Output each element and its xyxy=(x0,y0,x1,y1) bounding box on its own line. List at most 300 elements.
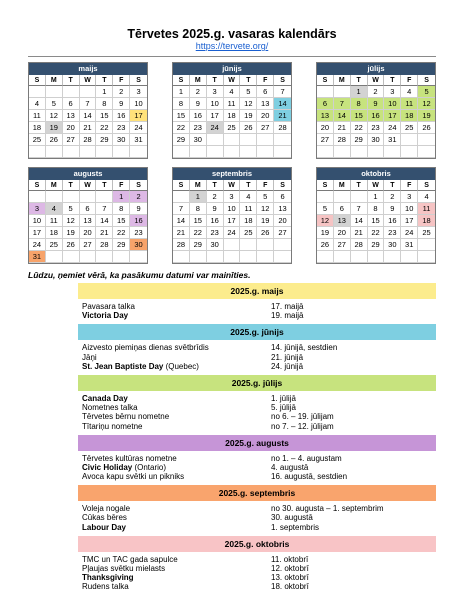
weekday-label: M xyxy=(46,75,63,86)
event-date: 17. maijā xyxy=(271,302,304,311)
calendar-day xyxy=(334,251,351,263)
calendar-day: 6 xyxy=(257,86,274,98)
calendar-day: 8 xyxy=(113,203,130,215)
event-name: TMC un TAC gada sapulce xyxy=(82,554,178,564)
weekday-label: W xyxy=(80,75,97,86)
calendar-day xyxy=(207,251,224,263)
calendar-day: 24 xyxy=(224,227,241,239)
calendar-day: 27 xyxy=(257,122,274,134)
calendar-day: 25 xyxy=(224,122,241,134)
calendar-day: 31 xyxy=(29,251,46,263)
calendar-day: 19 xyxy=(317,227,334,239)
calendar-day xyxy=(46,86,63,98)
calendar-day: 9 xyxy=(130,203,147,215)
calendar-day: 20 xyxy=(317,122,334,134)
calendar-day: 1 xyxy=(368,191,385,203)
calendar-day xyxy=(130,146,147,158)
calendar-day: 12 xyxy=(240,98,257,110)
weekday-label: F xyxy=(401,75,418,86)
event-row xyxy=(78,513,436,522)
calendar-day: 30 xyxy=(368,134,385,146)
weekday-label: T xyxy=(96,75,113,86)
event-date: 18. oktobrī xyxy=(271,582,309,592)
calendar-day: 9 xyxy=(190,98,207,110)
calendar-day: 23 xyxy=(113,122,130,134)
calendar-day xyxy=(334,146,351,158)
calendar-day: 6 xyxy=(274,191,291,203)
event-row xyxy=(78,403,436,412)
month-calendar xyxy=(172,167,292,264)
calendar-day xyxy=(173,251,190,263)
calendar-day: 17 xyxy=(224,215,241,227)
calendar-day xyxy=(240,251,257,263)
calendar-day: 28 xyxy=(334,134,351,146)
calendar-day: 21 xyxy=(334,122,351,134)
event-date: no 6. – 19. jūlijam xyxy=(271,412,334,422)
calendar-day: 14 xyxy=(80,110,97,122)
calendar-day: 23 xyxy=(207,227,224,239)
calendar-day xyxy=(334,86,351,98)
calendar-day xyxy=(173,191,190,203)
calendar-day: 19 xyxy=(418,110,435,122)
calendar-day: 16 xyxy=(190,110,207,122)
event-row xyxy=(78,422,436,431)
calendar-day: 11 xyxy=(418,203,435,215)
calendar-day: 3 xyxy=(29,203,46,215)
calendar-day: 6 xyxy=(63,98,80,110)
calendar-day: 30 xyxy=(113,134,130,146)
calendar-day: 29 xyxy=(368,239,385,251)
calendar-day xyxy=(317,86,334,98)
event-date: 13. oktobrī xyxy=(271,573,309,583)
calendar-day: 20 xyxy=(257,110,274,122)
section-header: 2025.g. oktobris xyxy=(78,536,436,552)
calendar-day: 6 xyxy=(317,98,334,110)
calendar-day: 4 xyxy=(401,86,418,98)
event-row xyxy=(78,353,436,362)
calendar-day: 27 xyxy=(63,134,80,146)
calendar-day: 11 xyxy=(224,98,241,110)
calendar-day xyxy=(190,251,207,263)
calendar-day: 10 xyxy=(29,215,46,227)
calendar-day xyxy=(29,191,46,203)
calendar-day: 13 xyxy=(274,203,291,215)
calendar-day: 1 xyxy=(96,86,113,98)
calendar-day: 12 xyxy=(63,215,80,227)
weekday-label: W xyxy=(368,180,385,191)
weekday-label: M xyxy=(334,75,351,86)
event-name: Cūkas bēres xyxy=(82,513,127,523)
event-date: 4. augustā xyxy=(271,462,309,472)
event-date: no 1. – 4. augustam xyxy=(271,453,342,463)
event-row xyxy=(78,454,436,463)
calendar-day xyxy=(190,146,207,158)
month-calendar xyxy=(28,62,148,159)
calendar-day: 8 xyxy=(351,98,368,110)
weekday-label: F xyxy=(113,180,130,191)
calendar-day xyxy=(257,239,274,251)
event-region: (Ontario) xyxy=(132,462,167,472)
section-header: 2025.g. septembris xyxy=(78,485,436,501)
month-name: oktobris xyxy=(317,168,435,180)
calendar-day: 4 xyxy=(224,86,241,98)
calendar-day xyxy=(317,146,334,158)
calendar-day xyxy=(113,146,130,158)
calendar-day xyxy=(351,191,368,203)
weekday-label: T xyxy=(240,180,257,191)
calendar-day: 31 xyxy=(401,239,418,251)
event-date: no 30. augusta – 1. septembrim xyxy=(271,504,384,514)
weekday-label: F xyxy=(113,75,130,86)
calendar-day: 5 xyxy=(46,98,63,110)
calendar-day: 2 xyxy=(113,86,130,98)
calendar-day: 29 xyxy=(173,134,190,146)
calendar-day: 16 xyxy=(113,110,130,122)
weekday-label: F xyxy=(257,75,274,86)
event-row xyxy=(78,412,436,421)
calendar-day: 28 xyxy=(173,239,190,251)
calendar-day: 19 xyxy=(240,110,257,122)
weekday-label: M xyxy=(190,180,207,191)
calendar-day xyxy=(240,239,257,251)
weekday-label: T xyxy=(63,75,80,86)
event-date: 30. augustā xyxy=(271,513,313,523)
calendar-day: 15 xyxy=(190,215,207,227)
calendar-day: 22 xyxy=(190,227,207,239)
calendar-day: 9 xyxy=(113,98,130,110)
calendar-day: 9 xyxy=(384,203,401,215)
weekday-label: T xyxy=(63,180,80,191)
event-date: 12. oktobrī xyxy=(271,564,309,573)
calendar-day xyxy=(46,251,63,263)
weekday-label: S xyxy=(130,180,147,191)
calendar-day: 5 xyxy=(240,86,257,98)
month-name: jūnijs xyxy=(173,63,291,75)
calendar-day xyxy=(401,146,418,158)
calendar-day xyxy=(418,134,435,146)
calendar-day: 16 xyxy=(207,215,224,227)
event-date: 1. jūlijā xyxy=(271,393,296,403)
calendar-day xyxy=(113,251,130,263)
event-name: Pļaujas svētku mielasts xyxy=(82,564,166,573)
weekday-label: F xyxy=(257,180,274,191)
calendar-day xyxy=(274,239,291,251)
calendar-day: 2 xyxy=(130,191,147,203)
section-header: 2025.g. jūnijs xyxy=(78,324,436,340)
calendar-day: 1 xyxy=(173,86,190,98)
calendar-day xyxy=(207,134,224,146)
calendar-day: 28 xyxy=(274,122,291,134)
event-date: 19. maijā xyxy=(271,311,304,321)
section-events xyxy=(78,501,436,536)
calendar-day: 4 xyxy=(240,191,257,203)
calendar-day xyxy=(63,191,80,203)
calendar-day: 11 xyxy=(46,215,63,227)
month-name: jūlijs xyxy=(317,63,435,75)
month-calendar xyxy=(316,167,436,264)
calendar-day: 19 xyxy=(63,227,80,239)
calendar-day: 16 xyxy=(368,110,385,122)
calendar-day: 16 xyxy=(384,215,401,227)
calendar-day: 15 xyxy=(113,215,130,227)
calendar-day: 24 xyxy=(207,122,224,134)
calendar-day: 28 xyxy=(80,134,97,146)
section-events xyxy=(78,391,436,435)
calendar-day: 22 xyxy=(351,122,368,134)
calendar-day: 15 xyxy=(351,110,368,122)
month-calendar xyxy=(316,62,436,159)
calendar-day: 13 xyxy=(334,215,351,227)
weekday-label: S xyxy=(173,180,190,191)
calendar-day: 25 xyxy=(29,134,46,146)
event-row xyxy=(78,311,436,320)
calendar-day: 17 xyxy=(401,215,418,227)
event-name: Pavasara talka xyxy=(82,302,135,311)
calendar-day xyxy=(257,134,274,146)
calendar-day: 25 xyxy=(240,227,257,239)
calendar-day: 12 xyxy=(46,110,63,122)
event-name: Victoria Day xyxy=(82,311,129,321)
calendar-day: 2 xyxy=(207,191,224,203)
calendar-day: 18 xyxy=(401,110,418,122)
calendar-day: 11 xyxy=(29,110,46,122)
section-events xyxy=(78,552,436,596)
event-row xyxy=(78,472,436,481)
weekday-label: S xyxy=(274,75,291,86)
event-name: Aizvesto piemiņas dienas svētbrīdis xyxy=(82,343,209,353)
event-row xyxy=(78,463,436,472)
calendar-day: 3 xyxy=(401,191,418,203)
calendar-day: 3 xyxy=(384,86,401,98)
event-name: Civic Holiday (Ontario) xyxy=(82,462,167,472)
calendar-day: 26 xyxy=(418,122,435,134)
calendar-day: 4 xyxy=(46,203,63,215)
calendar-day: 12 xyxy=(257,203,274,215)
event-list xyxy=(78,283,436,596)
calendar-day xyxy=(46,191,63,203)
month-calendar xyxy=(28,167,148,264)
calendar-day xyxy=(368,146,385,158)
event-name: Tērvetes bērnu nometne xyxy=(82,412,170,422)
calendar-day: 18 xyxy=(224,110,241,122)
weekday-label: S xyxy=(130,75,147,86)
calendar-day: 23 xyxy=(130,227,147,239)
calendar-day: 26 xyxy=(257,227,274,239)
month-name: maijs xyxy=(29,63,147,75)
calendar-day: 9 xyxy=(207,203,224,215)
calendar-day: 20 xyxy=(274,215,291,227)
calendar-day: 5 xyxy=(257,191,274,203)
calendar-day: 27 xyxy=(274,227,291,239)
calendar-day: 1 xyxy=(351,86,368,98)
calendar-day xyxy=(317,191,334,203)
calendar-day: 18 xyxy=(240,215,257,227)
calendar-day xyxy=(130,251,147,263)
event-region: (Quebec) xyxy=(163,361,199,371)
calendar-day: 17 xyxy=(384,110,401,122)
calendar-day: 12 xyxy=(418,98,435,110)
calendar-day: 27 xyxy=(334,239,351,251)
calendar-day: 27 xyxy=(80,239,97,251)
event-name: Jāņi xyxy=(82,352,97,362)
calendar-day xyxy=(63,251,80,263)
calendar-day: 12 xyxy=(317,215,334,227)
calendar-day: 26 xyxy=(240,122,257,134)
calendar-day xyxy=(418,251,435,263)
weekday-label: S xyxy=(29,180,46,191)
calendar-day xyxy=(401,251,418,263)
weekday-label: S xyxy=(418,180,435,191)
calendar-day: 14 xyxy=(334,110,351,122)
calendar-day: 28 xyxy=(351,239,368,251)
calendar-day: 29 xyxy=(113,239,130,251)
calendar-day xyxy=(80,251,97,263)
calendar-day xyxy=(80,191,97,203)
calendar-day xyxy=(29,86,46,98)
calendar-day xyxy=(224,251,241,263)
calendar-day: 24 xyxy=(130,122,147,134)
event-name: Avoca kapu svētki un pikniks xyxy=(82,472,185,482)
weekday-label: M xyxy=(334,180,351,191)
page-title: Tērvetes 2025.g. vasaras kalendārs xyxy=(127,27,337,41)
calendar-day xyxy=(418,239,435,251)
calendar-day: 10 xyxy=(401,203,418,215)
calendar-day: 21 xyxy=(274,110,291,122)
weekday-label: T xyxy=(384,180,401,191)
weekday-label: T xyxy=(240,75,257,86)
event-name: Rudens talka xyxy=(82,582,129,592)
calendar-day: 24 xyxy=(384,122,401,134)
calendar-day: 3 xyxy=(224,191,241,203)
calendar-day: 2 xyxy=(368,86,385,98)
section-events xyxy=(78,299,436,324)
calendar-day: 14 xyxy=(173,215,190,227)
weekday-label: W xyxy=(224,75,241,86)
weekday-label: T xyxy=(207,180,224,191)
calendar-day: 21 xyxy=(173,227,190,239)
event-date: 16. augustā, sestdien xyxy=(271,472,348,482)
calendar-day: 15 xyxy=(368,215,385,227)
calendar-day: 30 xyxy=(207,239,224,251)
event-name: Thanksgiving xyxy=(82,573,134,583)
event-row xyxy=(78,394,436,403)
calendar-day: 30 xyxy=(190,134,207,146)
calendar-day: 14 xyxy=(351,215,368,227)
calendar-day xyxy=(351,251,368,263)
calendar-day: 17 xyxy=(207,110,224,122)
calendar-day: 6 xyxy=(80,203,97,215)
calendar-day: 29 xyxy=(96,134,113,146)
calendar-day: 23 xyxy=(368,122,385,134)
calendar-day: 26 xyxy=(46,134,63,146)
event-row xyxy=(78,504,436,513)
section-header: 2025.g. jūlijs xyxy=(78,375,436,391)
calendar-day: 24 xyxy=(29,239,46,251)
calendar-day: 7 xyxy=(96,203,113,215)
title-divider xyxy=(28,56,436,57)
calendar-day: 23 xyxy=(384,227,401,239)
calendar-day xyxy=(317,251,334,263)
calendar-day: 8 xyxy=(173,98,190,110)
calendar-day: 19 xyxy=(46,122,63,134)
calendar-day: 15 xyxy=(96,110,113,122)
calendar-day: 3 xyxy=(130,86,147,98)
calendar-day: 5 xyxy=(418,86,435,98)
event-date: no 7. – 12. jūlijam xyxy=(271,421,334,431)
weekday-label: T xyxy=(96,180,113,191)
calendar-day: 13 xyxy=(317,110,334,122)
calendar-day: 13 xyxy=(80,215,97,227)
section-header: 2025.g. augusts xyxy=(78,435,436,451)
calendar-day: 31 xyxy=(384,134,401,146)
calendar-day xyxy=(80,146,97,158)
section-header: 2025.g. maijs xyxy=(78,283,436,299)
event-date: 1. septembris xyxy=(271,522,320,532)
calendar-day: 8 xyxy=(96,98,113,110)
calendar-day xyxy=(384,146,401,158)
calendar-day xyxy=(63,86,80,98)
calendar-day xyxy=(240,134,257,146)
calendar-day: 10 xyxy=(384,98,401,110)
calendar-day: 10 xyxy=(224,203,241,215)
event-name: Nometnes talka xyxy=(82,403,138,413)
weekday-label: T xyxy=(351,75,368,86)
calendar-day: 17 xyxy=(29,227,46,239)
month-name: septembris xyxy=(173,168,291,180)
calendar-day: 4 xyxy=(418,191,435,203)
calendar-day: 19 xyxy=(257,215,274,227)
calendar-day: 13 xyxy=(63,110,80,122)
calendar-day: 21 xyxy=(96,227,113,239)
event-row xyxy=(78,573,436,582)
calendar-day: 21 xyxy=(351,227,368,239)
calendar-day: 7 xyxy=(351,203,368,215)
calendar-day: 30 xyxy=(130,239,147,251)
section-events xyxy=(78,340,436,375)
calendar-day: 22 xyxy=(173,122,190,134)
calendar-day: 20 xyxy=(80,227,97,239)
calendar-day: 18 xyxy=(418,215,435,227)
calendar-day: 11 xyxy=(401,98,418,110)
event-row xyxy=(78,555,436,564)
calendar-day: 4 xyxy=(29,98,46,110)
weekday-label: M xyxy=(46,180,63,191)
calendar-day xyxy=(274,146,291,158)
website-link[interactable]: https://tervete.org/ xyxy=(195,41,269,51)
calendar-day xyxy=(334,191,351,203)
calendar-day: 29 xyxy=(190,239,207,251)
calendar-day xyxy=(63,146,80,158)
event-name: St. Jean Baptiste Day (Quebec) xyxy=(82,361,199,371)
calendar-day: 15 xyxy=(173,110,190,122)
calendar-day xyxy=(274,251,291,263)
event-name: Tērvetes kultūras nometne xyxy=(82,453,177,463)
calendar-day xyxy=(257,146,274,158)
weekday-label: S xyxy=(274,180,291,191)
calendar-day: 5 xyxy=(317,203,334,215)
calendar-day xyxy=(96,191,113,203)
event-row xyxy=(78,302,436,311)
calendar-day: 28 xyxy=(96,239,113,251)
event-date: 21. jūnijā xyxy=(271,352,304,362)
calendar-day: 27 xyxy=(317,134,334,146)
calendar-day: 7 xyxy=(334,98,351,110)
weekday-label: M xyxy=(190,75,207,86)
calendar-day: 17 xyxy=(130,110,147,122)
calendar-day: 20 xyxy=(63,122,80,134)
event-name: Tītariņu nometne xyxy=(82,421,143,431)
weekday-label: S xyxy=(29,75,46,86)
